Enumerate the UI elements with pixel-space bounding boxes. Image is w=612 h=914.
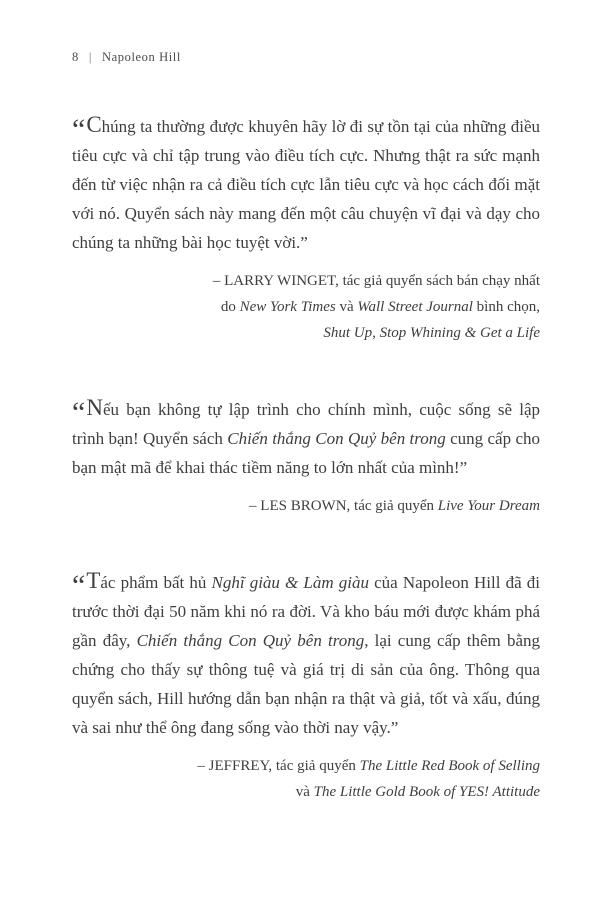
text-segment: The Little Gold Book of YES! Attitude — [313, 784, 540, 800]
quotes — [72, 110, 540, 805]
quote-attribution — [72, 493, 540, 519]
quote-block — [72, 566, 540, 805]
page-number: 8 — [72, 50, 79, 64]
open-quote-mark: “ — [72, 113, 86, 146]
initial-capital: N — [86, 395, 103, 420]
text-segment: Shut Up, Stop Whining & Get a Life — [323, 325, 540, 341]
text-segment: và — [335, 299, 358, 315]
text-segment: Wall Street Journal — [357, 299, 473, 315]
running-header — [72, 50, 540, 65]
text-segment: – JEFFREY, tác giả quyển — [197, 758, 360, 774]
text-segment: New York Times — [239, 299, 336, 315]
text-segment: Live Your Dream — [437, 498, 540, 514]
quote-text — [72, 110, 540, 257]
text-segment: húng ta thường được khuyên hãy lờ đi sự tồn tại của những điều tiêu cực và chỉ tập trung vào điều tích cực. Nhưng thật ra sức mạnh đến từ việc nhận ra cả điều tích cực lẫn tiêu cực và học cách đối mặt với nó. Quyển sách này mang đến một câu chuyện vĩ đại và dạy cho chúng ta những bài học tuyệt vời.” — [72, 117, 540, 252]
text-segment: , lại cung cấp thêm bằng chứng cho thấy sự thông tuệ và giá trị di sản của ông. Thông qua quyển sách, Hill hướng dẫn bạn nhận ra thật và giả, tốt và xấu, đúng và sai như thể ông đang sống vào thời nay vậy.” — [72, 631, 540, 737]
text-segment: bình chọn, — [472, 299, 540, 315]
text-segment: – LARRY WINGET, tác giả quyển sách bán chạy nhất — [212, 273, 540, 289]
open-quote-mark: “ — [72, 569, 86, 602]
quote-block — [72, 110, 540, 346]
header-divider: | — [88, 50, 92, 64]
page-content — [72, 110, 540, 852]
initial-capital: C — [86, 112, 102, 137]
quote-text — [72, 393, 540, 482]
text-segment: và — [295, 784, 314, 800]
text-segment: ếu bạn không tự lập trình cho chính mình, cuộc sống sẽ lập trình bạn! Quyển sách — [72, 400, 540, 448]
text-segment: Chiến thắng Con Quỷ bên trong — [136, 631, 365, 650]
initial-capital: T — [86, 568, 101, 593]
text-segment: của Napoleon Hill đã đi trước thời đại 50 năm khi nó ra đời. Và kho báu mới được khám phá gần đây, — [72, 573, 540, 650]
text-segment: – LES BROWN, tác giả quyển — [249, 498, 438, 514]
text-segment: ác phẩm bất hủ — [100, 573, 212, 592]
open-quote-mark: “ — [72, 396, 86, 429]
quote-attribution — [72, 268, 540, 346]
text-segment: do — [220, 299, 240, 315]
text-segment: cung cấp cho bạn mật mã để khai thác tiềm năng to lớn nhất của mình!” — [72, 429, 541, 477]
quote-attribution — [72, 753, 540, 805]
text-segment: Nghĩ giàu & Làm giàu — [211, 573, 369, 592]
running-head-title: Napoleon Hill — [101, 50, 181, 64]
quote-block — [72, 393, 540, 519]
text-segment: Chiến thắng Con Quỷ bên trong — [227, 429, 446, 448]
quote-text — [72, 566, 540, 742]
text-segment: The Little Red Book of Selling — [359, 758, 540, 774]
